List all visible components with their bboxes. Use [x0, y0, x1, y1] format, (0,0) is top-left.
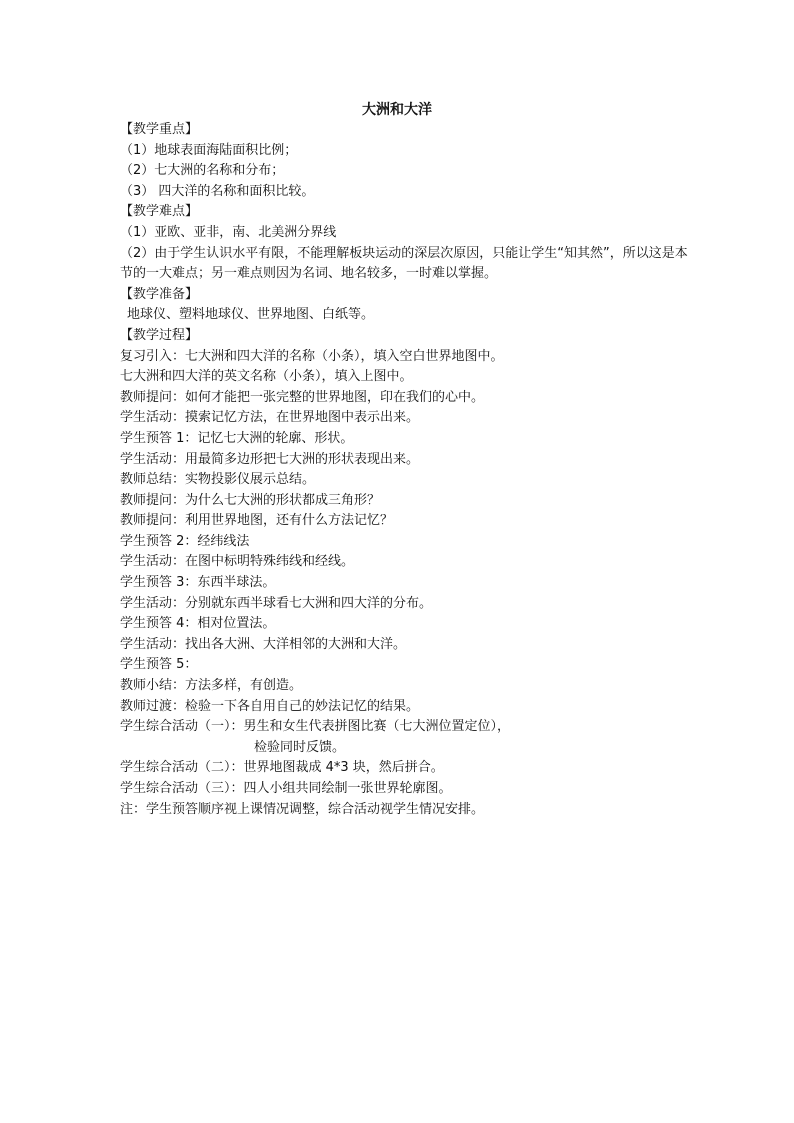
process-line-1: 复习引入：七大洲和四大洋的名称（小条），填入空白世界地图中。	[120, 348, 504, 364]
process-line-15: 学生活动：找出各大洲、大洋相邻的大洲和大洋。	[120, 636, 407, 652]
process-line-10: 学生预答 2：经纬线法	[120, 533, 250, 549]
process-line-7: 教师总结：实物投影仪展示总结。	[120, 472, 316, 488]
process-line-12: 学生预答 3：东西半球法。	[120, 575, 276, 591]
process-line-18: 教师过渡：检验一下各自用自己的妙法记忆的结果。	[120, 698, 420, 714]
process-line-17: 教师小结：方法多样，有创造。	[120, 678, 303, 694]
key-point-1: （1）地球表面海陆面积比例；	[120, 142, 298, 158]
process-line-11: 学生活动：在图中标明特殊纬线和经线。	[120, 554, 355, 570]
process-line-8: 教师提问：为什么七大洲的形状都成三角形？	[120, 492, 381, 508]
document-body	[120, 120, 700, 820]
process-line-3: 教师提问：如何才能把一张完整的世界地图，印在我们的心中。	[120, 389, 485, 405]
process-line-6: 学生活动：用最简多边形把七大洲的形状表现出来。	[120, 451, 420, 467]
preparation-text: 地球仪、塑料地球仪、世界地图、白纸等。	[127, 307, 375, 323]
process-line-14: 学生预答 4：相对位置法。	[120, 616, 276, 632]
difficulty-2: （2）由于学生认识水平有限，不能理解板块运动的深层次原因，只能让学生“知其然”，所以这是本节的一大难点；另一难点则因为名词、地名较多，一时难以掌握。	[120, 245, 688, 282]
key-point-2: （2）七大洲的名称和分布；	[120, 163, 285, 179]
difficulties-heading: 【教学难点】	[120, 204, 199, 220]
process-continuation: 检验同时反馈。	[254, 739, 346, 755]
process-heading: 【教学过程】	[120, 327, 199, 343]
process-line-2: 七大洲和四大洋的英文名称（小条），填入上图中。	[120, 369, 413, 385]
process-line-13: 学生活动：分别就东西半球看七大洲和四大洋的分布。	[120, 595, 433, 611]
document-title: 大洲和大洋	[362, 102, 432, 118]
difficulty-1: （1）亚欧、亚非，南、北美洲分界线	[120, 224, 337, 240]
process-note: 注：学生预答顺序视上课情况调整，综合活动视学生情况安排。	[120, 801, 485, 817]
process-after-1: 学生综合活动（二）：世界地图裁成 4*3 块，然后拼合。	[120, 760, 444, 776]
process-line-5: 学生预答 1：记忆七大洲的轮廓、形状。	[120, 430, 354, 446]
process-after-2: 学生综合活动（三）：四人小组共同绘制一张世界轮廓图。	[120, 781, 452, 796]
key-points-heading: 【教学重点】	[120, 122, 199, 137]
preparation-heading: 【教学准备】	[120, 286, 199, 302]
process-line-9: 教师提问：利用世界地图，还有什么方法记忆？	[120, 513, 394, 529]
key-point-3: （3） 四大洋的名称和面积比较。	[120, 183, 315, 199]
process-line-19: 学生综合活动（一）：男生和女生代表拼图比赛（七大洲位置定位），	[120, 719, 511, 735]
process-line-16: 学生预答 5：	[120, 657, 198, 673]
process-line-4: 学生活动：摸索记忆方法，在世界地图中表示出来。	[120, 410, 420, 426]
